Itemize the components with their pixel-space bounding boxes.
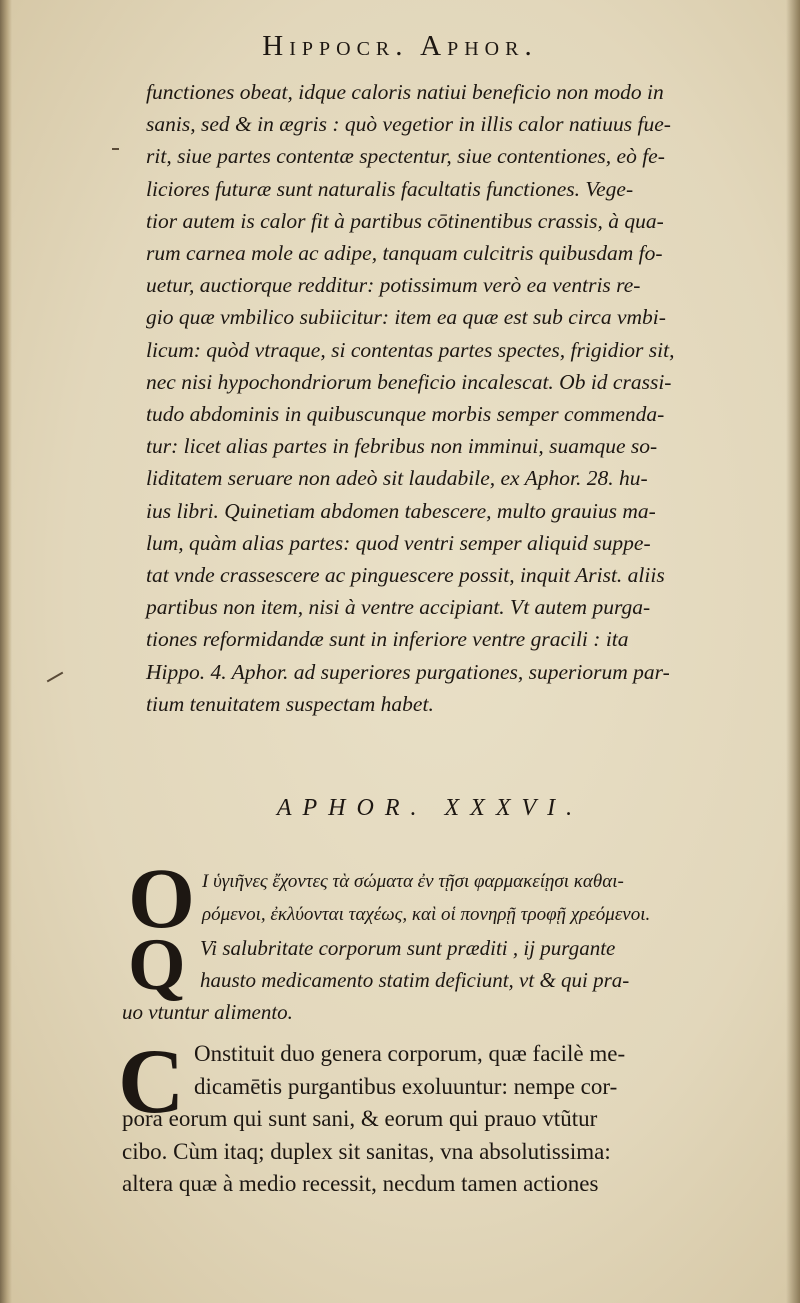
text-line: uo vtuntur alimento. xyxy=(122,1000,293,1024)
text-line: lum, quàm alias partes: quod ventri semper aliquid suppe- xyxy=(146,530,651,555)
text-line: Vi salubritate corporum sunt præditi , ij purgante xyxy=(200,936,616,960)
running-head: Hippocr. Aphor. xyxy=(262,30,538,62)
text-line: tur: licet alias partes in febribus non imminui, suamque so- xyxy=(146,434,658,459)
text-line: altera quæ à medio recessit, necdum tamen actiones xyxy=(122,1171,599,1196)
latin-translation xyxy=(122,932,792,1028)
text-line: tat vnde crassescere ac pinguescere possit, inquit Arist. aliis xyxy=(146,563,665,588)
text-line: nec nisi hypochondriorum beneficio incalescat. Ob id crassi- xyxy=(146,369,672,394)
text-line: cibo. Cùm itaq; duplex sit sanitas, vna absolutissima: xyxy=(122,1138,611,1164)
text-line: licum: quòd vtraque, si contentas partes spectes, frigidior sit, xyxy=(146,337,675,362)
text-line: rit, siue partes contentæ spectentur, siue contentiones, eò fe- xyxy=(146,144,665,169)
text-line: functiones obeat, idque caloris natiui beneficio non modo in xyxy=(146,80,664,104)
text-line: gio quæ vmbilico subiicitur: item ea quæ est sub circa vmbi- xyxy=(146,305,666,330)
text-line: sanis, sed & in ægris : quò vegetior in illis calor natiuus fue- xyxy=(146,112,671,137)
text-line: liciores futuræ sunt naturalis facultatis functiones. Vege- xyxy=(146,176,634,201)
text-line: Ι ὑγιῆνες ἔχοντες τὰ σώματα ἐν τῇσι φαρμακείῃσι καθαι- xyxy=(202,871,624,892)
aphorism-heading: APHOR. XXXVI. xyxy=(276,795,584,821)
text-line: tior autem is calor fit à partibus cōtinentibus crassis, à qua- xyxy=(146,208,664,233)
drop-cap-initial: O xyxy=(128,850,195,946)
text-line: ρόμενοι, ἐκλύονται ταχέως, καὶ οἱ πονηρῇ τροφῇ χρεόμενοι. xyxy=(202,904,651,925)
text-line: pora eorum qui sunt sani, & eorum qui prauo vtũtur xyxy=(122,1106,598,1131)
drop-cap-initial: Q xyxy=(128,924,186,1006)
greek-aphorism xyxy=(202,865,792,931)
drop-cap-initial: C xyxy=(118,1030,185,1132)
text-line: uetur, auctiorque redditur: potissimum verò ea ventris re- xyxy=(146,273,641,298)
margin-mark xyxy=(47,672,64,683)
text-line: rum carnea mole ac adipe, tanquam culcitris quibusdam fo- xyxy=(146,241,663,266)
commentary-block xyxy=(146,76,798,720)
text-line: tium tenuitatem suspectam habet. xyxy=(146,691,434,716)
text-line: tiones reformidandæ sunt in inferiore ventre gracili : ita xyxy=(146,627,629,652)
text-line: dicamētis purgantibus exoluuntur: nempe cor- xyxy=(194,1073,618,1099)
text-line: hausto medicamento statim deficiunt, vt & qui pra- xyxy=(200,968,630,992)
commentary-roman-block xyxy=(122,1038,787,1201)
margin-mark xyxy=(112,148,119,150)
text-line: ius libri. Quinetiam abdomen tabescere, multo grauius ma- xyxy=(146,498,656,523)
text-line: tudo abdominis in quibuscunque morbis semper commenda- xyxy=(146,402,665,427)
text-line: liditatem seruare non adeò sit laudabile, ex Aphor. 28. hu- xyxy=(146,466,648,491)
text-line: partibus non item, nisi à ventre accipiant. Vt autem purga- xyxy=(146,595,651,620)
page-gutter-shadow xyxy=(0,0,12,1303)
text-line: Onstituit duo genera corporum, quæ facilè me- xyxy=(194,1041,626,1066)
text-line: Hippo. 4. Aphor. ad superiores purgationes, superiorum par- xyxy=(146,659,670,684)
